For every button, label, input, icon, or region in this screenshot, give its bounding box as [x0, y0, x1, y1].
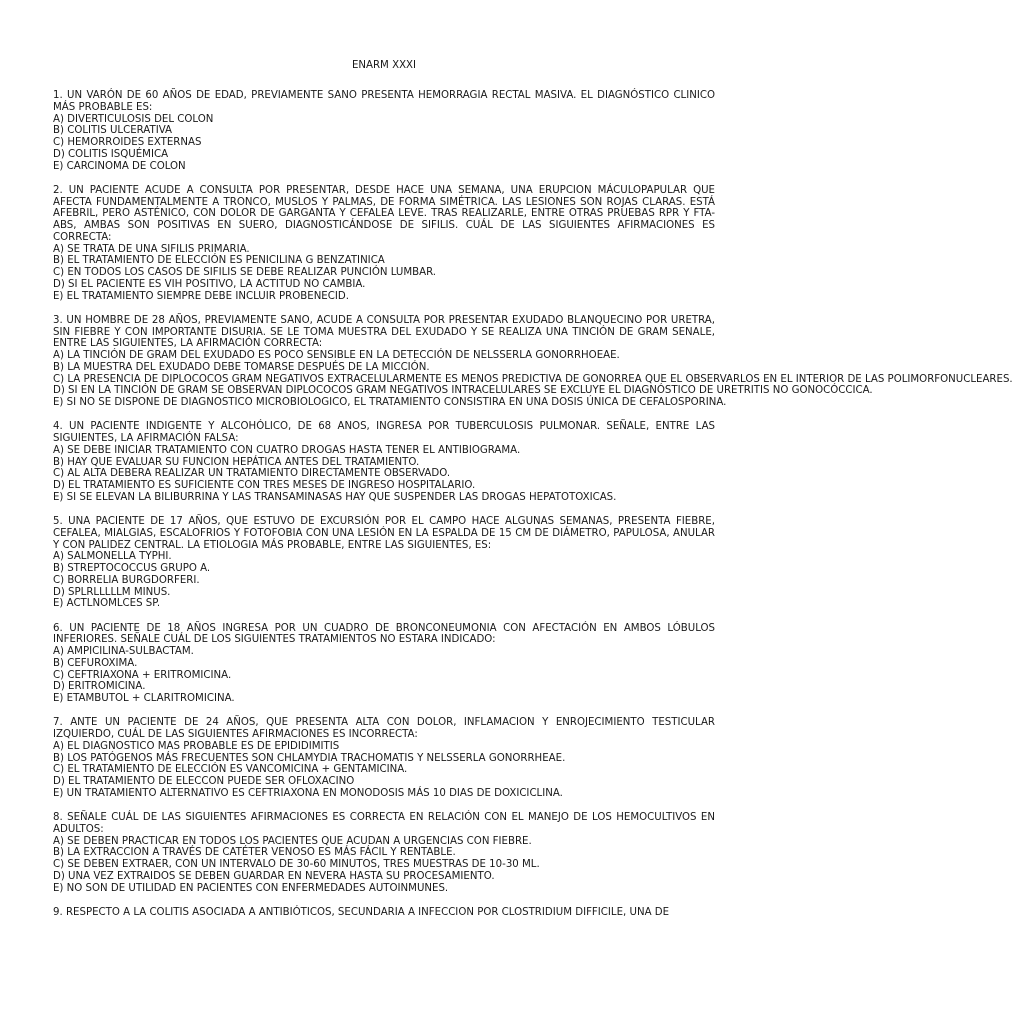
answer-option: C) LA PRESENCIA DE DIPLOCOCOS GRAM NEGATIVOS EXTRACELULARMENTE ES MENOS PREDICTIVA DE GONORREA QUE EL OBSERVARLOS EN EL INTERIOR DE LAS POLIMORFONUCLEARES. [53, 373, 1013, 385]
question-6 [53, 623, 715, 705]
answer-option: B) LA EXTRACCION A TRAVÉS DE CATÉTER VENOSO ES MÁS FÁCIL Y RENTABLE. [53, 847, 456, 859]
question-8 [53, 812, 715, 894]
answer-option: B) COLITIS ULCERATIVA [53, 125, 172, 137]
answer-option: B) STREPTOCOCCUS GRUPO A. [53, 563, 211, 574]
question-stem: 9. RESPECTO A LA COLITIS ASOCIADA A ANTIBIÓTICOS, SECUNDARIA A INFECCION POR CLOSTRIDIUM DIFFICILE, UNA DE [53, 906, 670, 918]
answer-option: E) ETAMBUTOL + CLARITROMICINA. [53, 693, 235, 704]
answer-option: A) SALMONELLA TYPHI. [53, 551, 172, 563]
answer-option: B) EL TRATAMIENTO DE ELECCIÓN ES PENICILINA G BENZATINICA [53, 255, 385, 267]
answer-option: D) EL TRATAMIENTO ES SUFICIENTE CON TRES MESES DE INGRESO HOSPITALARIO. [53, 480, 476, 491]
question-list [53, 90, 1013, 931]
answer-option: C) HEMORROIDES EXTERNAS [53, 137, 202, 148]
question-stem: 6. UN PACIENTE DE 18 AÑOS INGRESA POR UN CUADRO DE BRONCONEUMONIA CON AFECTACIÓN EN AMBOS LÓBULOS INFERIORES. SEÑALE CUÁL DE LOS SIGUIENTES TRATAMIENTOS NO ESTARA INDICADO: [53, 622, 715, 646]
answer-option: A) SE DEBE INICIAR TRATAMIENTO CON CUATRO DROGAS HASTA TENER EL ANTIBIOGRAMA. [53, 444, 521, 456]
answer-option: A) AMPICILINA-SULBACTAM. [53, 646, 194, 657]
answer-option: D) UNA VEZ EXTRAIDOS SE DEBEN GUARDAR EN NEVERA HASTA SU PROCESAMIENTO. [53, 870, 495, 882]
answer-option: E) ACTLNOMLCES SP. [53, 598, 161, 610]
answer-option: C) BORRELIA BURGDORFERI. [53, 574, 200, 586]
answer-option: E) EL TRATAMIENTO SIEMPRE DEBE INCLUIR PROBENECID. [53, 290, 349, 302]
answer-option: E) UN TRATAMIENTO ALTERNATIVO ES CEFTRIAXONA EN MONODOSIS MÁS 10 DIAS DE DOXICICLINA. [53, 787, 563, 799]
question-4 [53, 421, 715, 503]
answer-option: A) EL DIAGNOSTICO MAS PROBABLE ES DE EPIDIDIMITIS [53, 740, 340, 752]
answer-option: E) SI NO SE DISPONE DE DIAGNOSTICO MICROBIOLOGICO, EL TRATAMIENTO CONSISTIRA EN UNA DOSIS ÚNICA DE CEFALOSPORINA. [53, 397, 727, 408]
answer-option: A) SE TRATA DE UNA SIFILIS PRIMARIA. [53, 243, 250, 255]
document-title: ENARM XXXI [351, 60, 417, 71]
answer-option: A) SE DEBEN PRACTICAR EN TODOS LOS PACIENTES QUE ACUDAN A URGENCIAS CON FIEBRE. [53, 835, 532, 847]
question-2 [53, 185, 715, 303]
question-stem: 1. UN VARÓN DE 60 AÑOS DE EDAD, PREVIAMENTE SANO PRESENTA HEMORRAGIA RECTAL MASIVA. EL DIAGNÓSTICO CLINICO MÁS PROBABLE ES: [53, 90, 715, 113]
answer-option: A) DIVERTICULOSIS DEL COLON [53, 113, 214, 125]
question-3 [53, 314, 1013, 409]
question-9 [53, 907, 715, 919]
question-stem: 8. SEÑALE CUÁL DE LAS SIGUIENTES AFIRMACIONES ES CORRECTA EN RELACIÓN CON EL MANEJO DE LOS HEMOCULTIVOS EN ADULTOS: [53, 812, 715, 835]
question-stem: 4. UN PACIENTE INDIGENTE Y ALCOHÓLICO, DE 68 ANOS, INGRESA POR TUBERCULOSIS PULMONAR. SEÑALE, ENTRE LAS SIGUIENTES, LA AFIRMACIÓN FALSA: [53, 421, 715, 444]
question-stem: 5. UNA PACIENTE DE 17 AÑOS, QUE ESTUVO DE EXCURSIÓN POR EL CAMPO HACE ALGUNAS SEMANAS, PRESENTA FIEBRE, CEFALEA, MIALGIAS, ESCALOFRIOS Y FOTOFOBIA CON UNA LESIÓN EN LA ESPALDA DE 15 CM DE DIÁMETRO, PAPULOSA, ANULAR Y CON PALIDEZ CENTRAL. LA ETIOLOGIA MÁS PROBABLE, ENTRE LAS SIGUIENTES, ES: [53, 516, 715, 551]
answer-option: D) SPLRLLLLLM MINUS. [53, 586, 171, 598]
question-1 [53, 90, 715, 172]
answer-option: E) SI SE ELEVAN LA BILIBURRINA Y LAS TRANSAMINASAS HAY QUE SUSPENDER LAS DROGAS HEPATOTOXICAS. [53, 491, 617, 503]
question-5 [53, 516, 715, 610]
answer-option: C) AL ALTA DEBERA REALIZAR UN TRATAMIENTO DIRECTAMENTE OBSERVADO. [53, 468, 451, 480]
question-stem: 2. UN PACIENTE ACUDE A CONSULTA POR PRESENTAR, DESDE HACE UNA SEMANA, UNA ERUPCION MÁCULOPAPULAR QUE AFECTA FUNDAMENTALMENTE A TRONCO, MUSLOS Y PALMAS, DE FORMA SIMÉTRICA. LAS LESIONES SON ROJAS CLARAS. ESTÁ AFEBRIL, PERO ASTÉNICO, CON DOLOR DE GARGANTA Y CEFALEA LEVE. TRAS REALIZARLE, ENTRE OTRAS PRUEBAS RPR Y FTA-ABS, AMBAS SON POSITIVAS EN SUERO, DIAGNOSTICÁNDOSE DE SIFILIS. CUÁL DE LAS SIGUIENTES AFIRMACIONES ES CORRECTA: [53, 184, 715, 243]
answer-option: D) EL TRATAMIENTO DE ELECCON PUEDE SER OFLOXACINO [53, 776, 355, 787]
answer-option: C) CEFTRIAXONA + ERITROMICINA. [53, 669, 232, 681]
answer-option: A) LA TINCIÓN DE GRAM DEL EXUDADO ES POCO SENSIBLE EN LA DETECCIÓN DE NELSSERLA GONORRHOEAE. [53, 350, 620, 361]
answer-option: D) SI EN LA TINCIÓN DE GRAM SE OBSERVAN DIPLOCOCOS GRAM NEGATIVOS INTRACELULARES SE EXCLUYE EL DIAGNÓSTICO DE URETRITIS NO GONOCÓCCICA. [53, 385, 873, 397]
answer-option: E) NO SON DE UTILIDAD EN PACIENTES CON ENFERMEDADES AUTOINMUNES. [53, 882, 449, 894]
answer-option: C) EN TODOS LOS CASOS DE SIFILIS SE DEBE REALIZAR PUNCIÓN LUMBAR. [53, 267, 437, 278]
question-7 [53, 717, 715, 799]
question-stem: 7. ANTE UN PACIENTE DE 24 AÑOS, QUE PRESENTA ALTA CON DOLOR, INFLAMACION Y ENROJECIMIENTO TESTICULAR IZQUIERDO, CUÁL DE LAS SIGUIENTES AFIRMACIONES ES INCORRECTA: [53, 717, 715, 740]
answer-option: B) HAY QUE EVALUAR SU FUNCION HEPÁTICA ANTES DEL TRATAMIENTO. [53, 456, 420, 468]
answer-option: B) LA MUESTRA DEL EXUDADO DEBE TOMARSE DESPUÉS DE LA MICCIÓN. [53, 361, 430, 373]
answer-option: E) CARCINOMA DE COLON [53, 160, 186, 172]
answer-option: D) COLITIS ISQUÉMICA [53, 148, 169, 160]
answer-option: D) SI EL PACIENTE ES VIH POSITIVO, LA ACTITUD NO CAMBIA. [53, 278, 366, 290]
answer-option: C) SE DEBEN EXTRAER, CON UN INTERVALO DE 30-60 MINUTOS, TRES MUESTRAS DE 10-30 ML. [53, 859, 540, 870]
answer-option: B) LOS PATÓGENOS MÁS FRECUENTES SON CHLAMYDIA TRACHOMATIS Y NELSSERLA GONORRHEAE. [53, 752, 566, 764]
answer-option: D) ERITROMICINA. [53, 681, 146, 693]
question-stem: 3. UN HOMBRE DE 28 AÑOS, PREVIAMENTE SANO, ACUDE A CONSULTA POR PRESENTAR EXUDADO BLANQUECINO POR URETRA, SIN FIEBRE Y CON IMPORTANTE DISURIA. SE LE TOMA MUESTRA DEL EXUDADO Y SE REALIZA UNA TINCIÓN DE GRAM SENALE, ENTRE LAS SIGUIENTES, LA AFIRMACIÓN CORRECTA: [53, 314, 715, 350]
answer-option: B) CEFUROXIMA. [53, 657, 138, 669]
answer-option: C) EL TRATAMIENTO DE ELECCIÓN ES VANCOMICINA + GENTAMICINA. [53, 764, 408, 776]
